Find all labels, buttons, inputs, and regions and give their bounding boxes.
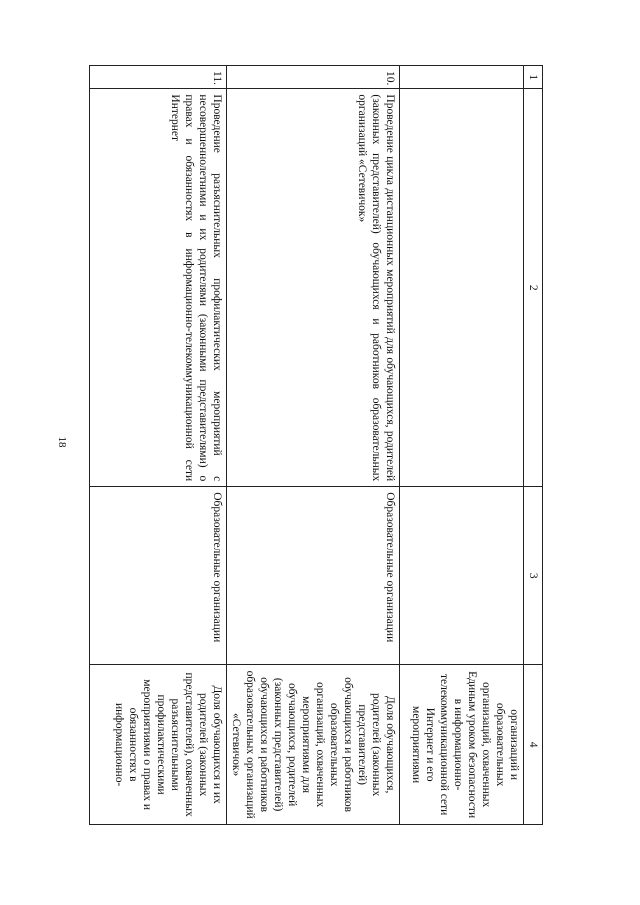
activity-cell: Проведение цикла дистанционных мероприятий для обучающихся, родителей (законных представителей) обучающихся и работников образовательных организаций «Сетевичок» [227, 89, 400, 487]
table-row [227, 66, 400, 825]
table-header-row [524, 66, 543, 825]
header-col-3: 3 [524, 487, 543, 665]
row-number [400, 66, 524, 89]
row-number: 10. [227, 66, 400, 89]
executor-cell: Образовательные организации [90, 487, 227, 665]
indicator-cell: Доля обучающихся и их родителей (законных представителей), охваченных разъяснительными профилактическими мероприятиями о правах и обязанностях в информационно- [90, 665, 227, 825]
executor-cell [400, 487, 524, 665]
activity-cell: Проведение разъяснительных профилактических мероприятий с несовершеннолетними и их родителями (законными представителями) о правах и обязанностях в информационно-телекоммуникационной сети Интернет [90, 89, 227, 487]
page-number: 18 [56, 436, 68, 448]
table-row [400, 66, 524, 825]
executor-cell: Образовательные организации [227, 487, 400, 665]
activity-cell [400, 89, 524, 487]
rotated-table-page [108, 65, 543, 825]
activities-table [89, 65, 543, 825]
indicator-cell: Доля обучающихся, родителей (законных представителей) обучающихся и работников образовательных организаций, охваченных мероприятиями для обучающихся, родителей (законных представителей) обучающихся и работников образовательных организаций «Сетевичок» [227, 665, 400, 825]
header-col-2: 2 [524, 89, 543, 487]
header-col-1: 1 [524, 66, 543, 89]
header-col-4: 4 [524, 665, 543, 825]
table-row [90, 66, 227, 825]
row-number: 11. [90, 66, 227, 89]
indicator-cell: организаций и образовательных организаций, охваченных Единым уроком безопасности в информационно-телекоммуникационной сети Интернет и его мероприятиями [400, 665, 524, 825]
